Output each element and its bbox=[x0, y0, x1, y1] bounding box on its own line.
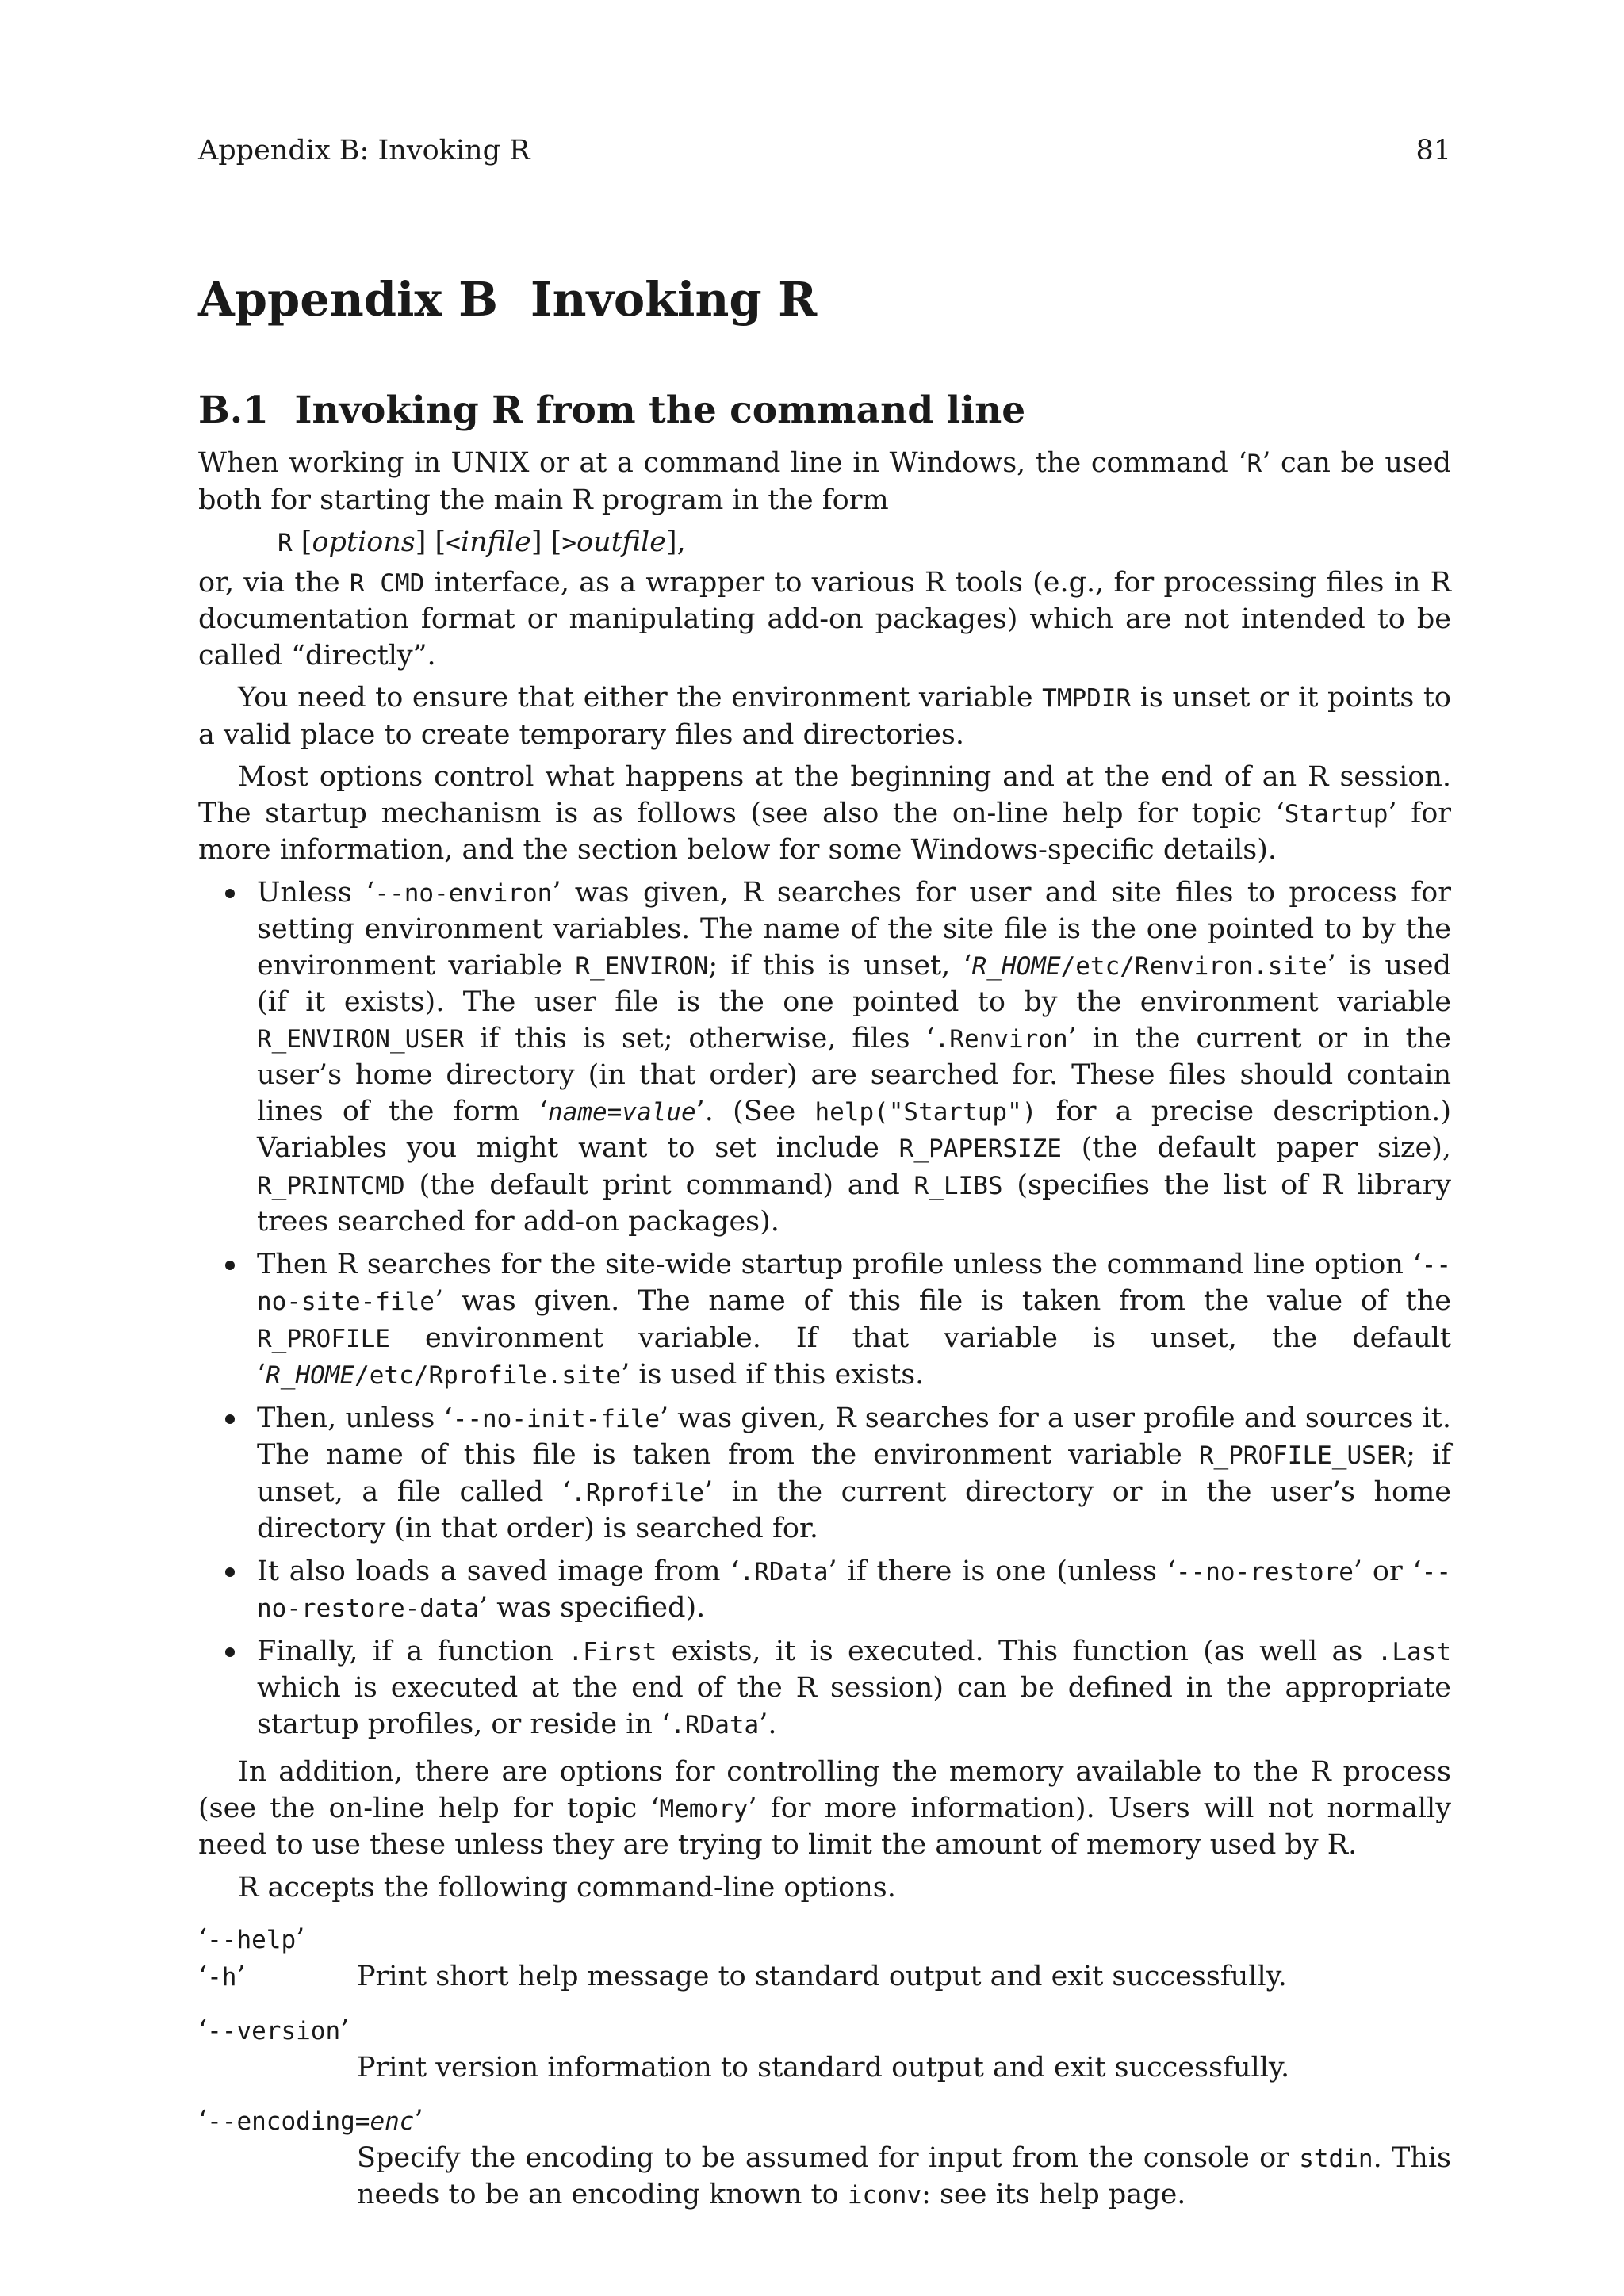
option-description: Print short help message to standard output and exit successfully. bbox=[357, 1960, 1287, 1992]
startup-steps-list bbox=[198, 875, 1451, 1744]
paragraph-r-cmd: or, via the R CMD interface, as a wrapper to various R tools (e.g., for processing files in R documentation format or manipulating add-on packages) which are not intended to be called “directly”. bbox=[198, 566, 1451, 672]
option-description: Specify the encoding to be assumed for input from the console or stdin. This needs to be an encoding known to iconv: see its help page. bbox=[357, 2141, 1451, 2210]
chapter-title: Appendix B Invoking R bbox=[198, 272, 818, 327]
page-number: 81 bbox=[1415, 135, 1451, 166]
inline-code: R bbox=[1247, 450, 1262, 478]
list-item: Finally, if a function .First exists, it is executed. This function (as well as .Last which is executed at the end of the R session) can be defined in the appropriate startup profiles, or reside in ‘.RData’. bbox=[198, 1634, 1451, 1744]
usage-line: R [options] [<infile] [>outfile], bbox=[278, 526, 686, 558]
inline-code: Memory bbox=[659, 1794, 749, 1823]
option-term: ‘--encoding=enc’ bbox=[198, 2105, 423, 2137]
paragraph-startup: Most options control what happens at the beginning and at the end of an R session. The startup mechanism is as follows (see also the on-line help for topic ‘Startup’ for more information, and the section below for some Windows-specific details). bbox=[198, 761, 1451, 866]
list-item: Unless ‘--no-environ’ was given, R searches for user and site files to process for setting environment variables. The name of the site file is the one pointed to by the environment variable R_ENVIRON; if this is unset, ‘R_HOME/etc/Renviron.site’ is used (if it exists). The user file is the one pointed to by the environment variable R_ENVIRON_USER if this is set; otherwise, files ‘.Renviron’ in the current or in the user’s home directory (in that order) are searched for. These files should contain lines of the form ‘name=value’. (See help("Startup") for a precise description.) Variables you might want to set include R_PAPERSIZE (the default paper size), R_PRINTCMD (the default print command) and R_LIBS (specifies the list of R library trees searched for add-on packages). bbox=[198, 875, 1451, 1241]
inline-code: R CMD bbox=[349, 568, 425, 598]
page-content bbox=[198, 268, 1451, 2214]
list-item: Then, unless ‘--no-init-file’ was given, R searches for a user profile and sources it. The name of this file is taken from the environment variable R_PROFILE_USER; if unset, a file called ‘.Rprofile’ in the current directory or in the user’s home directory (in that order) is searched for. bbox=[198, 1401, 1451, 1548]
paragraph-intro: When working in UNIX or at a command line in Windows, the command ‘R’ can be used both for starting the main R program in the form bbox=[198, 447, 1451, 516]
option-term: ‘--version’ bbox=[198, 2015, 350, 2046]
list-item: It also loads a saved image from ‘.RData’ if there is one (unless ‘--no-restore’ or ‘--no-restore-data’ was specified). bbox=[198, 1554, 1451, 1628]
paragraph-options-intro: R accepts the following command-line options. bbox=[238, 1871, 896, 1904]
section-title: B.1 Invoking R from the command line bbox=[198, 388, 1026, 432]
list-item: Then R searches for the site-wide startup profile unless the command line option ‘--no-site-file’ was given. The name of this file is taken from the value of the R_PROFILE environment variable. If that variable is unset, the default ‘R_HOME/etc/Rprofile.site’ is used if this exists. bbox=[198, 1247, 1451, 1395]
option-description: Print version information to standard output and exit successfully. bbox=[357, 2051, 1290, 2084]
option-term: ‘--help’ bbox=[198, 1923, 305, 1955]
inline-code: Startup bbox=[1284, 799, 1388, 828]
option-encoding bbox=[198, 2103, 1451, 2214]
option-version bbox=[198, 2013, 1451, 2086]
running-header bbox=[198, 133, 1451, 168]
paragraph-memory: In addition, there are options for controlling the memory available to the R process (see the on-line help for topic ‘Memory’ for more information). Users will not normally need to use these unless they are trying to limit the amount of memory used by R. bbox=[198, 1756, 1451, 1861]
options-list bbox=[198, 1922, 1451, 2214]
option-help bbox=[198, 1922, 1451, 1996]
running-header-title: Appendix B: Invoking R bbox=[198, 135, 530, 166]
inline-code: TMPDIR bbox=[1042, 684, 1132, 713]
paragraph-tmpdir: You need to ensure that either the environment variable TMPDIR is unset or it points to a valid place to create temporary files and directories. bbox=[198, 682, 1451, 751]
option-term: ‘-h’ bbox=[198, 1960, 246, 1992]
